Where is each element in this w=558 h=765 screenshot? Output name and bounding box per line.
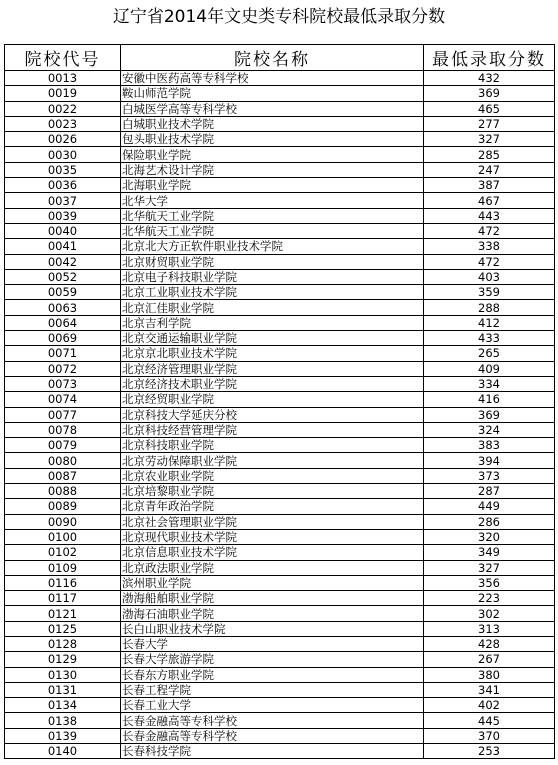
school-name-cell: 北京劳动保障职业学院 [121, 453, 424, 468]
table-row [5, 560, 555, 575]
school-code-cell: 0117 [5, 591, 121, 606]
min-score-cell: 465 [424, 101, 555, 116]
min-score-cell: 387 [424, 178, 555, 193]
min-score-cell: 449 [424, 499, 555, 514]
school-code-cell: 0030 [5, 147, 121, 162]
header-school-name: 院校名称 [121, 45, 424, 71]
school-name-cell: 北海艺术设计学院 [121, 162, 424, 177]
school-name-cell: 渤海船舶职业学院 [121, 591, 424, 606]
table-row [5, 269, 555, 284]
school-code-cell: 0125 [5, 621, 121, 636]
school-code-cell: 0026 [5, 132, 121, 147]
school-code-cell: 0077 [5, 407, 121, 422]
school-name-cell: 北京科技经营管理学院 [121, 422, 424, 437]
score-table [4, 44, 555, 759]
school-name-cell: 安徽中医药高等专科学校 [121, 71, 424, 86]
min-score-cell: 247 [424, 162, 555, 177]
school-name-cell: 北京科技大学延庆分校 [121, 407, 424, 422]
table-row [5, 545, 555, 560]
table-row [5, 315, 555, 330]
school-code-cell: 0087 [5, 468, 121, 483]
school-name-cell: 长春科技学院 [121, 744, 424, 759]
school-code-cell: 0013 [5, 71, 121, 86]
min-score-cell: 288 [424, 300, 555, 315]
table-row [5, 101, 555, 116]
min-score-cell: 432 [424, 71, 555, 86]
table-row [5, 86, 555, 101]
table-row [5, 422, 555, 437]
school-code-cell: 0090 [5, 514, 121, 529]
school-name-cell: 北海职业学院 [121, 178, 424, 193]
school-code-cell: 0121 [5, 606, 121, 621]
table-body [5, 71, 555, 759]
school-name-cell: 长春工程学院 [121, 682, 424, 697]
min-score-cell: 277 [424, 116, 555, 131]
table-row [5, 652, 555, 667]
school-name-cell: 长春金融高等专科学校 [121, 728, 424, 743]
school-name-cell: 北京财贸职业学院 [121, 254, 424, 269]
min-score-cell: 369 [424, 86, 555, 101]
school-code-cell: 0109 [5, 560, 121, 575]
school-name-cell: 长春大学旅游学院 [121, 652, 424, 667]
table-row [5, 346, 555, 361]
min-score-cell: 443 [424, 208, 555, 223]
min-score-cell: 320 [424, 529, 555, 544]
school-name-cell: 长春金融高等专科学校 [121, 713, 424, 728]
table-row [5, 407, 555, 422]
header-min-score: 最低录取分数 [424, 45, 555, 71]
min-score-cell: 383 [424, 438, 555, 453]
table-row [5, 71, 555, 86]
table-row [5, 591, 555, 606]
school-code-cell: 0039 [5, 208, 121, 223]
table-row [5, 667, 555, 682]
school-name-cell: 北华航天工业学院 [121, 223, 424, 238]
school-code-cell: 0069 [5, 331, 121, 346]
school-code-cell: 0138 [5, 713, 121, 728]
school-code-cell: 0129 [5, 652, 121, 667]
table-row [5, 744, 555, 759]
school-code-cell: 0059 [5, 285, 121, 300]
school-name-cell: 北京信息职业技术学院 [121, 545, 424, 560]
table-row [5, 392, 555, 407]
table-row [5, 728, 555, 743]
school-code-cell: 0140 [5, 744, 121, 759]
school-name-cell: 白城职业技术学院 [121, 116, 424, 131]
min-score-cell: 286 [424, 514, 555, 529]
min-score-cell: 302 [424, 606, 555, 621]
min-score-cell: 359 [424, 285, 555, 300]
school-code-cell: 0071 [5, 346, 121, 361]
table-row [5, 621, 555, 636]
table-row [5, 178, 555, 193]
school-code-cell: 0088 [5, 484, 121, 499]
min-score-cell: 472 [424, 254, 555, 269]
min-score-cell: 373 [424, 468, 555, 483]
min-score-cell: 428 [424, 636, 555, 651]
school-code-cell: 0074 [5, 392, 121, 407]
school-code-cell: 0040 [5, 223, 121, 238]
table-row [5, 438, 555, 453]
table-row [5, 606, 555, 621]
min-score-cell: 467 [424, 193, 555, 208]
school-name-cell: 包头职业技术学院 [121, 132, 424, 147]
min-score-cell: 349 [424, 545, 555, 560]
school-name-cell: 北京农业职业学院 [121, 468, 424, 483]
min-score-cell: 416 [424, 392, 555, 407]
table-row [5, 484, 555, 499]
school-name-cell: 白城医学高等专科学校 [121, 101, 424, 116]
school-code-cell: 0073 [5, 376, 121, 391]
school-name-cell: 北华大学 [121, 193, 424, 208]
school-name-cell: 长春东方职业学院 [121, 667, 424, 682]
min-score-cell: 370 [424, 728, 555, 743]
min-score-cell: 334 [424, 376, 555, 391]
school-name-cell: 北京吉利学院 [121, 315, 424, 330]
school-name-cell: 北京汇佳职业学院 [121, 300, 424, 315]
min-score-cell: 267 [424, 652, 555, 667]
min-score-cell: 285 [424, 147, 555, 162]
school-code-cell: 0041 [5, 239, 121, 254]
school-name-cell: 保险职业学院 [121, 147, 424, 162]
min-score-cell: 433 [424, 331, 555, 346]
school-name-cell: 北京培黎职业学院 [121, 484, 424, 499]
table-row [5, 193, 555, 208]
min-score-cell: 327 [424, 560, 555, 575]
school-name-cell: 北京电子科技职业学院 [121, 269, 424, 284]
min-score-cell: 356 [424, 575, 555, 590]
school-code-cell: 0116 [5, 575, 121, 590]
school-code-cell: 0037 [5, 193, 121, 208]
school-code-cell: 0078 [5, 422, 121, 437]
school-code-cell: 0023 [5, 116, 121, 131]
school-name-cell: 北京经贸职业学院 [121, 392, 424, 407]
school-code-cell: 0102 [5, 545, 121, 560]
school-code-cell: 0131 [5, 682, 121, 697]
school-name-cell: 北京京北职业技术学院 [121, 346, 424, 361]
min-score-cell: 445 [424, 713, 555, 728]
school-name-cell: 北京政法职业学院 [121, 560, 424, 575]
min-score-cell: 380 [424, 667, 555, 682]
table-row [5, 682, 555, 697]
school-code-cell: 0134 [5, 698, 121, 713]
school-name-cell: 北京北大方正软件职业技术学院 [121, 239, 424, 254]
school-name-cell: 长春工业大学 [121, 698, 424, 713]
school-name-cell: 北京经济管理职业学院 [121, 361, 424, 376]
min-score-cell: 369 [424, 407, 555, 422]
school-code-cell: 0072 [5, 361, 121, 376]
table-row [5, 636, 555, 651]
school-name-cell: 长白山职业技术学院 [121, 621, 424, 636]
school-name-cell: 北京现代职业技术学院 [121, 529, 424, 544]
min-score-cell: 402 [424, 698, 555, 713]
school-code-cell: 0052 [5, 269, 121, 284]
table-row [5, 514, 555, 529]
school-name-cell: 鞍山师范学院 [121, 86, 424, 101]
table-header-row [5, 45, 555, 71]
header-school-code: 院校代号 [5, 45, 121, 71]
school-name-cell: 北京工业职业技术学院 [121, 285, 424, 300]
min-score-cell: 324 [424, 422, 555, 437]
table-row [5, 453, 555, 468]
school-code-cell: 0128 [5, 636, 121, 651]
table-row [5, 147, 555, 162]
school-code-cell: 0089 [5, 499, 121, 514]
table-row [5, 529, 555, 544]
school-name-cell: 北京交通运输职业学院 [121, 331, 424, 346]
school-code-cell: 0022 [5, 101, 121, 116]
table-row [5, 331, 555, 346]
school-name-cell: 长春大学 [121, 636, 424, 651]
school-code-cell: 0130 [5, 667, 121, 682]
table-row [5, 499, 555, 514]
min-score-cell: 253 [424, 744, 555, 759]
min-score-cell: 341 [424, 682, 555, 697]
school-code-cell: 0139 [5, 728, 121, 743]
min-score-cell: 412 [424, 315, 555, 330]
school-code-cell: 0063 [5, 300, 121, 315]
min-score-cell: 403 [424, 269, 555, 284]
school-name-cell: 滨州职业学院 [121, 575, 424, 590]
table-row [5, 116, 555, 131]
school-code-cell: 0080 [5, 453, 121, 468]
table-row [5, 132, 555, 147]
school-code-cell: 0042 [5, 254, 121, 269]
min-score-cell: 472 [424, 223, 555, 238]
school-name-cell: 渤海石油职业学院 [121, 606, 424, 621]
min-score-cell: 265 [424, 346, 555, 361]
table-row [5, 698, 555, 713]
table-row [5, 468, 555, 483]
school-code-cell: 0079 [5, 438, 121, 453]
table-row [5, 223, 555, 238]
school-name-cell: 北京社会管理职业学院 [121, 514, 424, 529]
table-row [5, 361, 555, 376]
school-code-cell: 0019 [5, 86, 121, 101]
school-code-cell: 0100 [5, 529, 121, 544]
min-score-cell: 338 [424, 239, 555, 254]
min-score-cell: 313 [424, 621, 555, 636]
school-code-cell: 0035 [5, 162, 121, 177]
table-row [5, 713, 555, 728]
table-row [5, 376, 555, 391]
school-name-cell: 北京科技职业学院 [121, 438, 424, 453]
school-code-cell: 0036 [5, 178, 121, 193]
min-score-cell: 223 [424, 591, 555, 606]
min-score-cell: 327 [424, 132, 555, 147]
table-row [5, 208, 555, 223]
school-name-cell: 北京青年政治学院 [121, 499, 424, 514]
school-name-cell: 北华航天工业学院 [121, 208, 424, 223]
min-score-cell: 409 [424, 361, 555, 376]
school-code-cell: 0064 [5, 315, 121, 330]
table-row [5, 254, 555, 269]
table-row [5, 239, 555, 254]
min-score-cell: 394 [424, 453, 555, 468]
table-row [5, 285, 555, 300]
min-score-cell: 287 [424, 484, 555, 499]
table-row [5, 575, 555, 590]
table-row [5, 162, 555, 177]
table-row [5, 300, 555, 315]
page-title: 辽宁省2014年文史类专科院校最低录取分数 [112, 7, 446, 27]
school-name-cell: 北京经济技术职业学院 [121, 376, 424, 391]
